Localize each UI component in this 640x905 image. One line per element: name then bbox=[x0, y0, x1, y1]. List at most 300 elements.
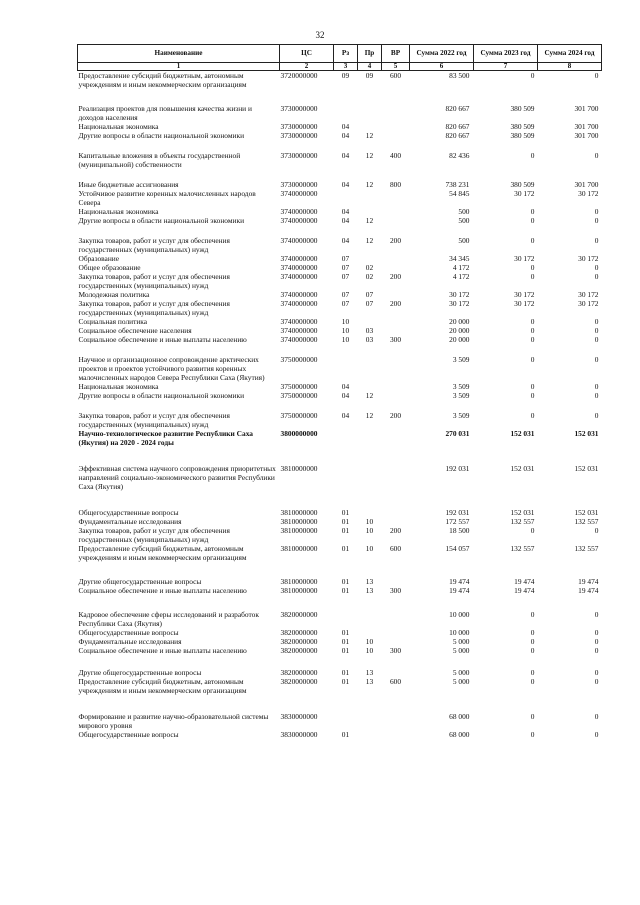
header-sum-2024: Сумма 2024 год bbox=[538, 45, 602, 63]
row-rz-cell: 07 bbox=[341, 254, 350, 263]
row-pr-cell bbox=[358, 89, 382, 122]
row-cs-cell: 3810000000 bbox=[280, 464, 318, 473]
row-sum-2023-cell: 30 172 bbox=[514, 299, 535, 308]
row-sum-2022-cell: 19 474 bbox=[449, 586, 470, 595]
row-sum-2023-cell: 0 bbox=[530, 151, 535, 160]
row-sum-2024-cell: 0 bbox=[594, 236, 599, 245]
row-sum-2024-cell: 301 700 bbox=[574, 122, 599, 131]
row-vr-cell bbox=[382, 89, 410, 122]
row-sum-2022-cell: 172 557 bbox=[445, 517, 470, 526]
row-sum-2022-cell: 20 000 bbox=[449, 335, 470, 344]
row-rz-cell: 04 bbox=[341, 391, 350, 400]
row-vr-cell: 600 bbox=[389, 544, 402, 553]
row-pr-cell bbox=[358, 317, 382, 326]
row-sum-2022-cell: 20 000 bbox=[449, 326, 470, 335]
row-rz-cell: 07 bbox=[341, 290, 350, 299]
row-vr-cell bbox=[382, 447, 410, 491]
row-vr-cell: 200 bbox=[389, 299, 402, 308]
row-cs-cell: 3740000000 bbox=[280, 335, 318, 344]
row-name-cell: Общее образование bbox=[78, 263, 141, 272]
table-row bbox=[78, 637, 602, 646]
row-vr-cell: 300 bbox=[389, 335, 402, 344]
row-pr-cell bbox=[358, 447, 382, 491]
row-rz-cell: 04 bbox=[341, 382, 350, 391]
page-number: 32 bbox=[315, 30, 325, 40]
row-sum-2022-cell: 500 bbox=[458, 216, 470, 225]
row-sum-2023-cell: 132 557 bbox=[510, 517, 535, 526]
row-sum-2023-cell: 0 bbox=[530, 236, 535, 245]
row-sum-2022-cell: 18 500 bbox=[449, 526, 470, 535]
row-cs-cell: 3750000000 bbox=[280, 355, 318, 364]
row-pr-cell: 13 bbox=[365, 586, 374, 595]
row-vr-cell bbox=[382, 382, 410, 391]
row-name-cell: Предоставление субсидий бюджетным, автономным учреждениям и иным некоммерческим организациям bbox=[78, 71, 247, 89]
row-cs-cell: 3720000000 bbox=[280, 71, 318, 80]
row-sum-2023-cell: 0 bbox=[530, 526, 535, 535]
table-row bbox=[78, 677, 602, 695]
table-row bbox=[78, 299, 602, 317]
row-cs-cell: 3820000000 bbox=[280, 637, 318, 646]
column-number: 7 bbox=[474, 63, 538, 71]
row-rz-cell: 10 bbox=[341, 335, 350, 344]
row-cs-cell: 3730000000 bbox=[280, 131, 318, 140]
row-sum-2023-cell: 380 509 bbox=[510, 131, 535, 140]
row-sum-2024-cell: 30 172 bbox=[578, 254, 599, 263]
table-row bbox=[78, 391, 602, 400]
table-row bbox=[78, 290, 602, 299]
table-row bbox=[78, 225, 602, 254]
row-sum-2024-cell: 0 bbox=[594, 628, 599, 637]
row-cs-cell: 3810000000 bbox=[280, 508, 318, 517]
header-cs: ЦС bbox=[280, 45, 334, 63]
row-sum-2024-cell: 0 bbox=[594, 730, 599, 739]
row-name-cell: Социальная политика bbox=[78, 317, 148, 326]
row-rz-cell: 01 bbox=[341, 508, 350, 517]
row-sum-2023-cell: 0 bbox=[530, 411, 535, 420]
row-sum-2024-cell: 0 bbox=[594, 646, 599, 655]
row-sum-2023-cell: 152 031 bbox=[510, 508, 535, 517]
row-pr-cell bbox=[358, 628, 382, 637]
header-sum-2022: Сумма 2022 год bbox=[410, 45, 474, 63]
table-row bbox=[78, 254, 602, 263]
row-pr-cell bbox=[358, 595, 382, 628]
row-sum-2022-cell: 154 057 bbox=[445, 544, 470, 553]
table-row bbox=[78, 730, 602, 739]
row-rz-cell bbox=[334, 429, 358, 447]
table-row bbox=[78, 544, 602, 562]
table-row bbox=[78, 595, 602, 628]
row-sum-2024-cell: 0 bbox=[594, 263, 599, 272]
row-name-cell: Образование bbox=[78, 254, 120, 263]
row-rz-cell bbox=[334, 189, 358, 207]
row-pr-cell: 10 bbox=[365, 637, 374, 646]
table-row bbox=[78, 695, 602, 730]
row-sum-2022-cell: 3 509 bbox=[452, 355, 470, 364]
row-cs-cell: 3730000000 bbox=[280, 180, 318, 189]
row-name-cell: Формирование и развитие научно-образовательной системы мирового уровня bbox=[78, 712, 269, 730]
row-pr-cell: 10 bbox=[365, 526, 374, 535]
row-cs-cell: 3730000000 bbox=[280, 151, 318, 160]
row-sum-2022-cell: 19 474 bbox=[449, 577, 470, 586]
row-vr-cell: 300 bbox=[389, 646, 402, 655]
row-sum-2022-cell: 34 345 bbox=[449, 254, 470, 263]
row-sum-2024-cell: 0 bbox=[594, 272, 599, 281]
row-vr-cell bbox=[382, 637, 410, 646]
row-vr-cell bbox=[382, 216, 410, 225]
row-pr-cell: 03 bbox=[365, 335, 374, 344]
row-name-cell: Закупка товаров, работ и услуг для обеспечения государственных (муниципальных) нужд bbox=[78, 272, 230, 290]
row-cs-cell: 3820000000 bbox=[280, 677, 318, 686]
row-sum-2023-cell: 19 474 bbox=[514, 577, 535, 586]
row-sum-2024-cell: 0 bbox=[594, 411, 599, 420]
row-sum-2022-cell: 5 000 bbox=[452, 637, 470, 646]
row-pr-cell bbox=[358, 207, 382, 216]
row-pr-cell: 12 bbox=[365, 151, 374, 160]
row-sum-2024-cell: 0 bbox=[594, 317, 599, 326]
row-vr-cell bbox=[382, 254, 410, 263]
row-name-cell: Общегосударственные вопросы bbox=[78, 628, 179, 637]
table-row bbox=[78, 526, 602, 544]
row-pr-cell: 13 bbox=[365, 668, 374, 677]
row-sum-2024-cell: 19 474 bbox=[578, 577, 599, 586]
row-cs-cell: 3730000000 bbox=[280, 104, 318, 113]
row-name-cell: Фундаментальные исследования bbox=[78, 637, 182, 646]
row-rz-cell: 01 bbox=[341, 577, 350, 586]
row-cs-cell: 3740000000 bbox=[280, 299, 318, 308]
row-pr-cell: 13 bbox=[365, 577, 374, 586]
row-rz-cell bbox=[334, 447, 358, 491]
row-rz-cell: 04 bbox=[341, 411, 350, 420]
row-sum-2023-cell: 0 bbox=[530, 610, 535, 619]
row-pr-cell: 10 bbox=[365, 544, 374, 553]
row-sum-2024-cell: 19 474 bbox=[578, 586, 599, 595]
row-rz-cell: 01 bbox=[341, 677, 350, 686]
row-name-cell: Другие вопросы в области национальной экономики bbox=[78, 391, 245, 400]
row-cs-cell: 3740000000 bbox=[280, 317, 318, 326]
table-row bbox=[78, 382, 602, 391]
budget-table bbox=[77, 44, 602, 739]
row-name-cell: Реализация проектов для повышения качества жизни и доходов населения bbox=[78, 104, 252, 122]
table-row bbox=[78, 586, 602, 595]
row-cs-cell: 3740000000 bbox=[280, 263, 318, 272]
row-name-cell: Закупка товаров, работ и услуг для обеспечения государственных (муниципальных) нужд bbox=[78, 299, 230, 317]
row-vr-cell bbox=[382, 122, 410, 131]
table-row bbox=[78, 317, 602, 326]
row-cs-cell: 3830000000 bbox=[280, 712, 318, 721]
row-pr-cell: 10 bbox=[365, 517, 374, 526]
row-sum-2023-cell: 30 172 bbox=[514, 189, 535, 198]
row-rz-cell: 07 bbox=[341, 299, 350, 308]
row-vr-cell bbox=[382, 695, 410, 730]
row-rz-cell: 04 bbox=[341, 180, 350, 189]
table-row bbox=[78, 326, 602, 335]
row-name-cell: Капитальные вложения в объекты государственной (муниципальной) собственности bbox=[78, 151, 241, 169]
row-name-cell: Другие общегосударственные вопросы bbox=[78, 577, 202, 586]
row-cs-cell: 3740000000 bbox=[280, 189, 318, 198]
row-sum-2023-cell: 0 bbox=[530, 730, 535, 739]
row-vr-cell bbox=[382, 207, 410, 216]
row-sum-2022-cell: 192 031 bbox=[445, 508, 470, 517]
row-rz-cell: 01 bbox=[341, 628, 350, 637]
row-vr-cell bbox=[382, 391, 410, 400]
row-pr-cell: 12 bbox=[365, 180, 374, 189]
row-sum-2024-cell: 0 bbox=[594, 677, 599, 686]
row-pr-cell: 12 bbox=[365, 131, 374, 140]
row-cs-cell: 3820000000 bbox=[280, 668, 318, 677]
row-pr-cell bbox=[358, 122, 382, 131]
row-name-cell: Общегосударственные вопросы bbox=[78, 730, 179, 739]
row-cs-cell: 3740000000 bbox=[280, 272, 318, 281]
table-row bbox=[78, 122, 602, 131]
row-pr-cell bbox=[358, 344, 382, 382]
row-cs-cell: 3740000000 bbox=[280, 290, 318, 299]
row-sum-2023-cell: 0 bbox=[530, 317, 535, 326]
column-number: 8 bbox=[538, 63, 602, 71]
table-row bbox=[78, 169, 602, 189]
row-rz-cell bbox=[334, 595, 358, 628]
row-sum-2022-cell: 500 bbox=[458, 236, 470, 245]
row-pr-cell: 12 bbox=[365, 391, 374, 400]
row-cs-cell: 3810000000 bbox=[280, 577, 318, 586]
row-rz-cell: 04 bbox=[341, 122, 350, 131]
row-sum-2022-cell: 270 031 bbox=[445, 429, 470, 438]
header-rz: Рз bbox=[334, 45, 358, 63]
table-row bbox=[78, 429, 602, 447]
table-row bbox=[78, 189, 602, 207]
row-sum-2023-cell: 30 172 bbox=[514, 290, 535, 299]
row-vr-cell bbox=[382, 263, 410, 272]
row-vr-cell: 300 bbox=[389, 586, 402, 595]
row-sum-2023-cell: 0 bbox=[530, 391, 535, 400]
row-sum-2022-cell: 820 667 bbox=[445, 131, 470, 140]
row-cs-cell: 3750000000 bbox=[280, 391, 318, 400]
row-vr-cell bbox=[382, 429, 410, 447]
row-rz-cell: 01 bbox=[341, 517, 350, 526]
header-vr: ВР bbox=[382, 45, 410, 63]
row-sum-2022-cell: 83 500 bbox=[449, 71, 470, 80]
row-sum-2022-cell: 68 000 bbox=[449, 730, 470, 739]
row-sum-2023-cell: 152 031 bbox=[510, 464, 535, 473]
row-sum-2024-cell: 0 bbox=[594, 335, 599, 344]
row-name-cell: Иные бюджетные ассигнования bbox=[78, 180, 179, 189]
row-vr-cell bbox=[382, 562, 410, 586]
row-sum-2024-cell: 0 bbox=[594, 610, 599, 619]
row-cs-cell: 3730000000 bbox=[280, 122, 318, 131]
row-name-cell: Другие вопросы в области национальной экономики bbox=[78, 216, 245, 225]
row-cs-cell: 3740000000 bbox=[280, 254, 318, 263]
row-pr-cell: 10 bbox=[365, 646, 374, 655]
row-sum-2024-cell: 0 bbox=[594, 71, 599, 80]
row-vr-cell: 600 bbox=[389, 71, 402, 80]
row-sum-2024-cell: 30 172 bbox=[578, 299, 599, 308]
row-sum-2022-cell: 192 031 bbox=[445, 464, 470, 473]
row-sum-2022-cell: 5 000 bbox=[452, 677, 470, 686]
row-sum-2023-cell: 0 bbox=[530, 216, 535, 225]
row-sum-2024-cell: 0 bbox=[594, 668, 599, 677]
row-sum-2022-cell: 20 000 bbox=[449, 317, 470, 326]
row-vr-cell: 200 bbox=[389, 526, 402, 535]
row-name-cell: Социальное обеспечение и иные выплаты населению bbox=[78, 335, 247, 344]
row-sum-2022-cell: 68 000 bbox=[449, 712, 470, 721]
column-number: 2 bbox=[280, 63, 334, 71]
row-sum-2022-cell: 500 bbox=[458, 207, 470, 216]
row-vr-cell bbox=[382, 290, 410, 299]
row-sum-2023-cell: 19 474 bbox=[514, 586, 535, 595]
row-vr-cell: 200 bbox=[389, 411, 402, 420]
row-vr-cell bbox=[382, 326, 410, 335]
row-rz-cell: 09 bbox=[341, 71, 350, 80]
row-pr-cell: 03 bbox=[365, 326, 374, 335]
row-sum-2022-cell: 10 000 bbox=[449, 610, 470, 619]
row-rz-cell: 07 bbox=[341, 272, 350, 281]
row-vr-cell bbox=[382, 317, 410, 326]
row-name-cell: Социальное обеспечение и иные выплаты населению bbox=[78, 646, 247, 655]
table-row bbox=[78, 517, 602, 526]
table-row bbox=[78, 400, 602, 429]
row-sum-2022-cell: 5 000 bbox=[452, 646, 470, 655]
row-name-cell: Научно-технологическое развитие Республики Саха (Якутия) на 2020 - 2024 годы bbox=[78, 429, 253, 447]
row-pr-cell bbox=[358, 730, 382, 739]
row-cs-cell: 3750000000 bbox=[280, 382, 318, 391]
table-row bbox=[78, 562, 602, 586]
column-number-row bbox=[78, 63, 602, 71]
row-vr-cell: 800 bbox=[389, 180, 402, 189]
row-vr-cell bbox=[382, 344, 410, 382]
row-name-cell: Общегосударственные вопросы bbox=[78, 508, 179, 517]
table-row bbox=[78, 89, 602, 122]
row-vr-cell: 400 bbox=[389, 151, 402, 160]
row-sum-2023-cell: 0 bbox=[530, 71, 535, 80]
row-rz-cell bbox=[334, 89, 358, 122]
row-rz-cell bbox=[334, 695, 358, 730]
row-name-cell: Закупка товаров, работ и услуг для обеспечения государственных (муниципальных) нужд bbox=[78, 526, 230, 544]
row-sum-2024-cell: 132 557 bbox=[574, 544, 599, 553]
row-sum-2024-cell: 30 172 bbox=[578, 290, 599, 299]
table-row bbox=[78, 491, 602, 517]
row-sum-2023-cell: 0 bbox=[530, 326, 535, 335]
row-rz-cell: 01 bbox=[341, 668, 350, 677]
column-number: 5 bbox=[382, 63, 410, 71]
row-sum-2023-cell: 30 172 bbox=[514, 254, 535, 263]
row-sum-2022-cell: 3 509 bbox=[452, 391, 470, 400]
row-pr-cell: 02 bbox=[365, 263, 374, 272]
row-sum-2023-cell: 0 bbox=[530, 335, 535, 344]
row-sum-2023-cell: 0 bbox=[530, 355, 535, 364]
row-cs-cell: 3820000000 bbox=[280, 628, 318, 637]
row-pr-cell bbox=[358, 491, 382, 517]
row-sum-2022-cell: 820 667 bbox=[445, 104, 470, 113]
row-cs-cell: 3740000000 bbox=[280, 236, 318, 245]
row-sum-2023-cell: 380 509 bbox=[510, 180, 535, 189]
row-cs-cell: 3750000000 bbox=[280, 411, 318, 420]
row-rz-cell: 01 bbox=[341, 637, 350, 646]
row-sum-2024-cell: 30 172 bbox=[578, 189, 599, 198]
row-pr-cell bbox=[358, 189, 382, 207]
row-vr-cell bbox=[382, 595, 410, 628]
row-sum-2023-cell: 132 557 bbox=[510, 544, 535, 553]
row-sum-2024-cell: 152 031 bbox=[574, 508, 599, 517]
column-number: 3 bbox=[334, 63, 358, 71]
column-number: 6 bbox=[410, 63, 474, 71]
row-sum-2023-cell: 380 509 bbox=[510, 122, 535, 131]
row-cs-cell: 3820000000 bbox=[280, 610, 318, 619]
row-name-cell: Другие вопросы в области национальной экономики bbox=[78, 131, 245, 140]
table-row bbox=[78, 335, 602, 344]
row-sum-2024-cell: 0 bbox=[594, 216, 599, 225]
row-vr-cell bbox=[382, 517, 410, 526]
row-name-cell: Фундаментальные исследования bbox=[78, 517, 182, 526]
row-sum-2023-cell: 0 bbox=[530, 272, 535, 281]
row-rz-cell: 10 bbox=[341, 326, 350, 335]
table-row bbox=[78, 628, 602, 637]
row-sum-2022-cell: 3 509 bbox=[452, 411, 470, 420]
row-sum-2024-cell: 301 700 bbox=[574, 131, 599, 140]
row-sum-2023-cell: 0 bbox=[530, 668, 535, 677]
row-pr-cell: 12 bbox=[365, 216, 374, 225]
row-sum-2023-cell: 0 bbox=[530, 712, 535, 721]
row-sum-2024-cell: 152 031 bbox=[574, 464, 599, 473]
row-pr-cell bbox=[358, 695, 382, 730]
row-rz-cell: 07 bbox=[341, 263, 350, 272]
header-pr: Пр bbox=[358, 45, 382, 63]
row-vr-cell bbox=[382, 730, 410, 739]
row-name-cell: Национальная экономика bbox=[78, 122, 159, 131]
row-sum-2022-cell: 820 667 bbox=[445, 122, 470, 131]
row-rz-cell: 04 bbox=[341, 131, 350, 140]
table-row bbox=[78, 207, 602, 216]
row-cs-cell: 3810000000 bbox=[280, 526, 318, 535]
row-sum-2023-cell: 380 509 bbox=[510, 104, 535, 113]
row-pr-cell: 12 bbox=[365, 236, 374, 245]
table-row bbox=[78, 131, 602, 140]
row-name-cell: Закупка товаров, работ и услуг для обеспечения государственных (муниципальных) нужд bbox=[78, 411, 230, 429]
row-sum-2024-cell: 0 bbox=[594, 382, 599, 391]
column-number: 1 bbox=[78, 63, 280, 71]
row-sum-2023-cell: 0 bbox=[530, 646, 535, 655]
row-pr-cell: 13 bbox=[365, 677, 374, 686]
row-name-cell: Научное и организационное сопровождение арктических проектов и проектов устойчивого развития коренных малочисленных народов Севера Республики Саха (Якутия) bbox=[78, 355, 265, 382]
row-rz-cell: 01 bbox=[341, 646, 350, 655]
row-sum-2023-cell: 0 bbox=[530, 382, 535, 391]
table-header-row bbox=[78, 45, 602, 63]
row-sum-2024-cell: 152 031 bbox=[574, 429, 599, 438]
row-pr-cell: 12 bbox=[365, 411, 374, 420]
row-sum-2024-cell: 0 bbox=[594, 326, 599, 335]
row-rz-cell bbox=[334, 344, 358, 382]
row-sum-2023-cell: 0 bbox=[530, 677, 535, 686]
row-sum-2022-cell: 54 845 bbox=[449, 189, 470, 198]
row-rz-cell: 01 bbox=[341, 544, 350, 553]
row-pr-cell: 07 bbox=[365, 290, 374, 299]
row-rz-cell: 04 bbox=[341, 207, 350, 216]
row-cs-cell: 3810000000 bbox=[280, 586, 318, 595]
row-sum-2024-cell: 0 bbox=[594, 637, 599, 646]
row-name-cell: Социальное обеспечение населения bbox=[78, 326, 192, 335]
row-cs-cell: 3740000000 bbox=[280, 216, 318, 225]
row-name-cell: Закупка товаров, работ и услуг для обеспечения государственных (муниципальных) нужд bbox=[78, 236, 230, 254]
row-sum-2024-cell: 0 bbox=[594, 207, 599, 216]
row-sum-2024-cell: 132 557 bbox=[574, 517, 599, 526]
row-sum-2023-cell: 152 031 bbox=[510, 429, 535, 438]
row-pr-cell: 02 bbox=[365, 272, 374, 281]
table-row bbox=[78, 140, 602, 169]
row-sum-2024-cell: 0 bbox=[594, 712, 599, 721]
row-sum-2022-cell: 82 436 bbox=[449, 151, 470, 160]
row-sum-2024-cell: 0 bbox=[594, 391, 599, 400]
row-name-cell: Эффективная система научного сопровождения приоритетных направлений социально-экономического развития Республики Саха (Якутия) bbox=[78, 464, 276, 491]
row-vr-cell bbox=[382, 491, 410, 517]
table-row bbox=[78, 272, 602, 290]
